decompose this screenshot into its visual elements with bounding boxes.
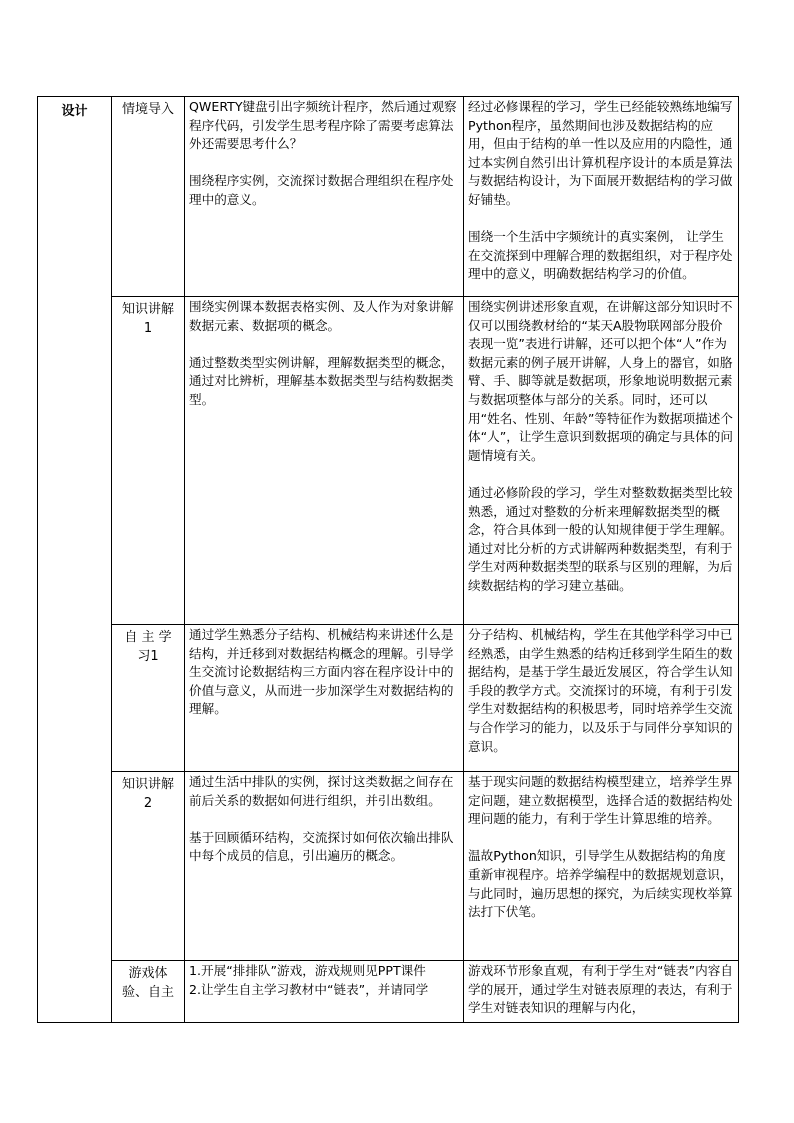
phase-cell — [112, 297, 185, 625]
intent-text: 基于现实问题的数据结构模型建立，培养学生界定问题，建立数据模型，选择合适的数据结构处理问题的能力，有利于学生计算思维的培养。 — [468, 774, 733, 827]
intent-cell — [464, 297, 739, 625]
activity-cell — [185, 297, 464, 625]
activity-text: 通过生活中排队的实例，探讨这类数据之间存在前后关系的数据如何进行组织，并引出数组。 — [189, 774, 454, 808]
intent-text: 通过必修阶段的学习，学生对整数数据类型比较熟悉，通过对整数的分析来理解数据类型的概念，符合具体到一般的认知规律便于学生理解。通过对比分析的方式讲解两种数据类型，有利于学生对两种数据类型的联系与区别的理解，为后续数据结构的学习建立基础。 — [468, 484, 733, 593]
phase-label: 游戏体验、自主 — [121, 966, 174, 1000]
activity-text: 2.让学生自主学习教材中“链表”，并请同学 — [189, 981, 429, 997]
phase-cell — [112, 772, 185, 961]
lesson-design-table — [37, 96, 739, 1023]
table-row — [38, 772, 739, 961]
activity-text: 基于回顾循环结构，交流探讨如何依次输出排队中每个成员的信息，引出遍历的概念。 — [189, 829, 454, 864]
phase-cell — [112, 97, 185, 297]
intent-text: 温故Python知识，引导学生从数据结构的角度重新审视程序。培养学编程中的数据规划意识，与此同时，遍历思想的探究，为后续实现枚举算法打下伏笔。 — [468, 848, 733, 920]
activity-text: 围绕程序实例，交流探讨数据合理组织在程序处理中的意义。 — [189, 173, 454, 207]
activity-text: 1.开展“排排队”游戏，游戏规则见PPT课件 — [189, 963, 426, 978]
activity-text: 通过整数类型实例讲解，理解数据类型的概念，通过对比辨析，理解基本数据类型与结构数据类型。 — [189, 354, 454, 407]
activity-cell — [185, 625, 464, 772]
table-row — [38, 297, 739, 625]
table-row — [38, 625, 739, 772]
intent-text: 分子结构、机械结构，学生在其他学科学习中已经熟悉，由学生熟悉的结构迁移到学生陌生的数据结构，是基于学生最近发展区，符合学生认知手段的教学方式。交流探讨的环境，有利于引发学生对数据结构的积极思考，同时培养学生交流与合作学习的能力，以及乐于与同伴分享知识的意识。 — [468, 627, 733, 754]
phase-cell — [112, 961, 185, 1023]
activity-cell — [185, 97, 464, 297]
activity-text: 通过学生熟悉分子结构、机械结构来讲述什么是结构，并迁移到对数据结构概念的理解。引导学生交流讨论数据结构三方面内容在程序设计中的价值与意义，从而进一步加深学生对数据结构的理解。 — [189, 627, 454, 717]
activity-cell — [185, 961, 464, 1023]
phase-label: 情境导入 — [121, 102, 174, 117]
intent-cell — [464, 97, 739, 297]
intent-text: 围绕一个生活中字频统计的真实案例， 让学生在交流探到中理解合理的数据组织，对于程序处理中的意义，明确数据结构学习的价值。 — [468, 229, 733, 282]
section-label-cell — [38, 97, 112, 1023]
intent-cell — [464, 625, 739, 772]
intent-text: 经过必修课程的学习，学生已经能较熟练地编写Python程序，虽然期间也涉及数据结构的应用，但由于结构的单一性以及应用的内隐性，通过本实例自然引出计算机程序设计的本质是算法与数据结构设计，为下面展开数据结构的学习做好铺垫。 — [468, 99, 733, 207]
table-row — [38, 961, 739, 1023]
activity-text: 围绕实例课本数据表格实例、及人作为对象讲解数据元素、数据项的概念。 — [189, 299, 454, 333]
intent-text: 围绕实例讲述形象直观，在讲解这部分知识时不仅可以围绕教材给的“某天A股物联网部分股价表现一览”表进行讲解，还可以把个体“人”作为数据元素的例子展开讲解，人身上的器官，如胳臂、手、脚等就是数据项，形象地说明数据元素与数据项整体与部分的关系。同时，还可以用“姓名、性别、年龄”等特征作为数据项描述个体“人”，让学生意识到数据项的确定与具体的问题情境有关。 — [468, 299, 733, 463]
intent-text: 游戏环节形象直观，有利于学生对“链表”内容自学的展开，通过学生对链表原理的表达，有利于学生对链表知识的理解与内化， — [468, 963, 733, 1016]
phase-label: 知识讲解1 — [121, 302, 174, 336]
intent-cell — [464, 772, 739, 961]
activity-text: QWERTY键盘引出字频统计程序，然后通过观察程序代码，引发学生思考程序除了需要考虑算法外还需要思考什么？ — [189, 99, 457, 152]
phase-label: 知识讲解2 — [121, 777, 174, 811]
phase-cell — [112, 625, 185, 772]
intent-cell — [464, 961, 739, 1023]
activity-cell — [185, 772, 464, 961]
section-label: 设计 — [61, 104, 88, 119]
table-row — [38, 97, 739, 297]
phase-label: 自 主 学 习1 — [124, 630, 172, 664]
